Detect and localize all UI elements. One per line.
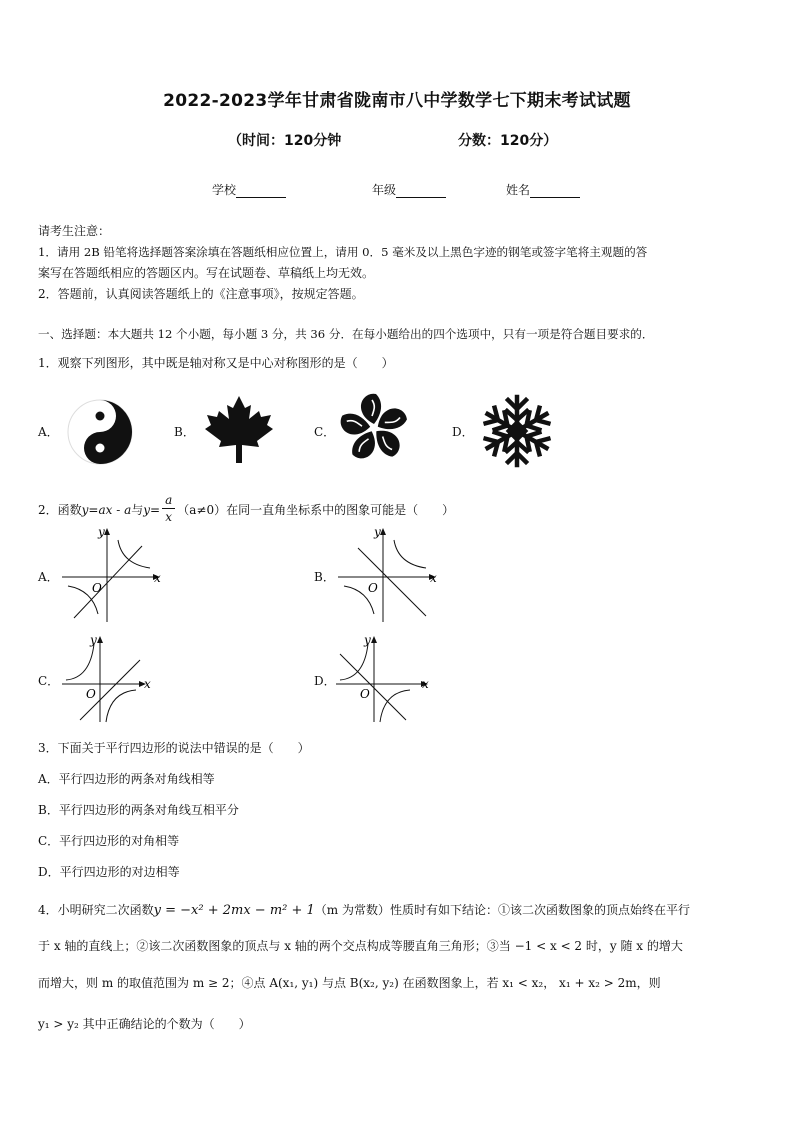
yin-yang-icon [66,398,134,466]
origin-label: O [368,581,378,595]
axis-x-label: x [430,571,437,585]
q2-option-a: A． [38,570,59,584]
snowflake-icon [478,392,556,470]
school-field [212,181,286,198]
section-heading: 一、选择题：本大题共 12 个小题，每小题 3 分，共 36 分．在每小题给出的四个选项中，只有一项是符合题目要求的． [38,327,654,341]
q1-option-b: B． [174,425,195,439]
q4-line-1 [38,901,690,918]
name-field [506,181,580,198]
q2-stem-b: 与 [131,503,144,517]
bauhinia-flower-icon [336,390,412,466]
notice-line-1a: 1．请用 2B 铅笔将选择题答案涂填在答题纸相应位置上，请用 0．5 毫米及以上黑色字迹的钢笔或签字笔将主观题的答 [38,245,648,259]
q2-graph-b [336,524,446,624]
notice-line-1b: 案写在答题纸相应的答题区内。写在试题卷、草稿纸上均无效。 [38,266,375,280]
q1-option-d: D． [452,425,474,439]
q2-graph-c [60,630,170,726]
notice-heading: 请考生注意： [38,224,111,238]
axis-y-label: y [90,633,97,647]
exam-score: 分数：120分） [458,133,558,149]
maple-leaf-icon [203,393,275,465]
q2-option-d: D． [314,674,336,688]
q4-formula: y = −x² + 2mx − m² + 1 [153,903,315,918]
q3-option-c: C．平行四边形的对角相等 [38,834,180,848]
q3-option-b: B．平行四边形的两条对角线互相平分 [38,803,239,817]
q4-line-3: 而增大，则 m 的取值范围为 m ≥ 2；④点 A(x₁, y₁) 与点 B(x₂, y₂) 在函数图象上，若 x₁ < x₂， x₁ + x₂ > 2m，则 [38,976,661,990]
q2-stem-c: （a≠0）在同一直角坐标系中的图象可能是（ ） [177,503,455,517]
q3-option-d: D．平行四边形的对边相等 [38,865,180,879]
origin-label: O [92,581,102,595]
origin-label: O [86,687,96,701]
q2-graph-a [60,524,170,624]
q3-stem: 3．下面关于平行四边形的说法中错误的是（ ） [38,741,310,755]
grade-label: 年级 [372,183,397,197]
grade-blank [396,185,446,198]
exam-time: （时间：120分钟 [228,133,342,149]
origin-label: O [360,687,370,701]
q1-option-a: A． [38,425,59,439]
q2-fraction-numerator: a [162,492,175,509]
q4-line-1b: （m 为常数）性质时有如下结论：①该二次函数图象的顶点始终在平行 [314,903,690,917]
q2-fraction-denominator: x [165,510,173,524]
name-blank [530,185,580,198]
axis-x-label: x [144,677,151,691]
q4-line-4: y₁ > y₂ 其中正确结论的个数为（ ） [38,1017,251,1031]
q2-formula-1: y=ax - a [81,503,132,517]
q2-stem-a: 2．函数 [38,503,82,517]
notice-line-2: 2．答题前，认真阅读答题纸上的《注意事项》，按规定答题。 [38,287,364,301]
school-label: 学校 [212,183,237,197]
school-blank [236,185,286,198]
grade-field [372,181,446,198]
axis-x-label: x [422,677,429,691]
q2-formula-2: y= [143,503,161,517]
q2-option-b: B． [314,570,335,584]
q4-line-2: 于 x 轴的直线上；②该二次函数图象的顶点与 x 轴的两个交点构成等腰直角三角形；③当 −1 < x < 2 时，y 随 x 的增大 [38,939,683,953]
q3-option-a: A．平行四边形的两条对角线相等 [38,772,215,786]
axis-y-label: y [98,525,105,539]
q1-stem: 1．观察下列图形，其中既是轴对称又是中心对称图形的是（ ） [38,356,394,370]
q4-line-1a: 4．小明研究二次函数 [38,903,154,917]
q2-graph-d [334,630,444,726]
name-label: 姓名 [506,183,531,197]
q2-option-c: C． [38,674,60,688]
q2-fraction [162,492,175,525]
q1-option-c: C． [314,425,336,439]
axis-y-label: y [364,633,371,647]
q2-stem [38,494,454,527]
axis-y-label: y [374,525,381,539]
exam-title: 2022-2023学年甘肃省陇南市八中学数学七下期末考试试题 [163,91,631,111]
axis-x-label: x [154,571,161,585]
